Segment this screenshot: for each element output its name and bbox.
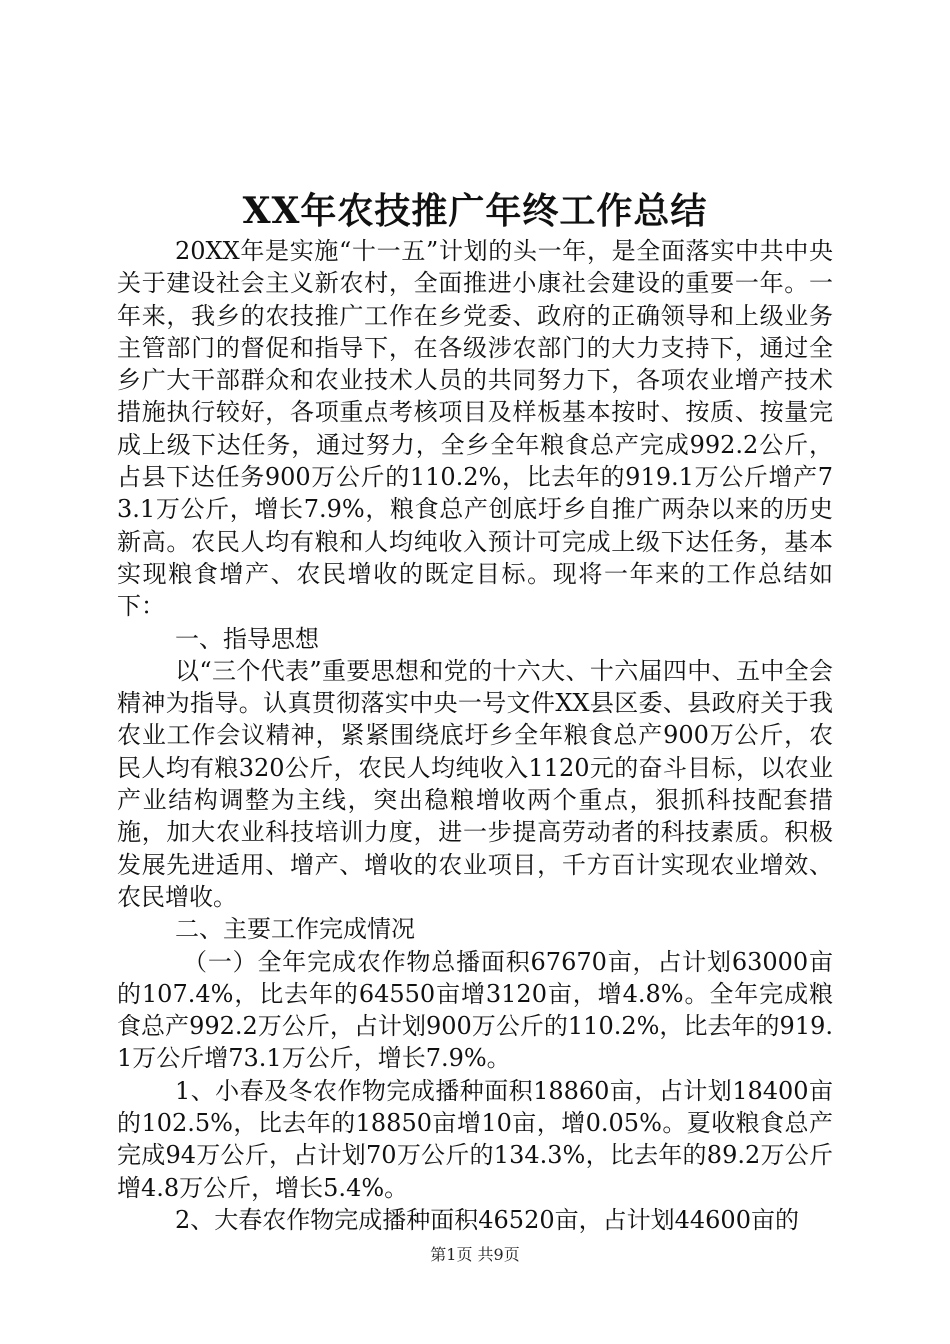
intro-paragraph: 20XX年是实施“十一五”计划的头一年，是全面落实中共中央关于建设社会主义新农村，全面推进小康社会建设的重要一年。一年来，我乡的农技推广工作在乡党委、政府的正确领导和上级业务主管部门的督促和指导下，在各级涉农部门的大力支持下，通过全乡广大干部群众和农业技术人员的共同努力下，各项农业增产技术措施执行较好，各项重点考核项目及样板基本按时、按质、按量完成上级下达任务，通过努力，全乡全年粮食总产完成992.2公斤，占县下达任务900万公斤的110.2%，比去年的919.1万公斤增产73.1万公斤，增长7.9%，粮食总产创底圩乡自推广两杂以来的历史新高。农民人均有粮和人均纯收入预计可完成上级下达任务，基本实现粮食增产、农民增收的既定目标。现将一年来的工作总结如下：	[117, 237, 833, 621]
section-heading-main-work: 二、主要工作完成情况	[175, 915, 415, 944]
guiding-ideology-paragraph: 以“三个代表”重要思想和党的十六大、十六届四中、五中全会精神为指导。认真贯彻落实中央一号文件XX县区委、县政府关于我农业工作会议精神，紧紧围绕底圩乡全年粮食总产900万公斤，农民人均有粮320公斤，农民人均纯收入1120元的奋斗目标，以农业产业结构调整为主线，突出稳粮增收两个重点，狠抓科技配套措施，加大农业科技培训力度，进一步提高劳动者的科技素质。积极发展先进适用、增产、增收的农业项目，千方百计实现农业增效、农民增收。	[117, 656, 833, 911]
main-work-paragraph-1: （一）全年完成农作物总播面积67670亩，占计划63000亩的107.4%，比去年的64550亩增3120亩，增4.8%。全年完成粮食总产992.2万公斤，占计划900万公斤的110.2%，比去年的919.1万公斤增73.1万公斤，增长7.9%。	[117, 947, 833, 1073]
main-work-item-1: 1、小春及冬农作物完成播种面积18860亩，占计划18400亩的102.5%，比去年的18850亩增10亩，增0.05%。夏收粮食总产完成94万公斤，占计划70万公斤的134.3%，比去年的89.2万公斤增4.8万公斤，增长5.4%。	[117, 1076, 833, 1202]
main-work-item-2: 2、大春农作物完成播种面积46520亩，占计划44600亩的	[175, 1205, 799, 1234]
section-heading-guiding-ideology: 一、指导思想	[175, 624, 319, 653]
document-body	[117, 235, 833, 1236]
document-title: XX年农技推广年终工作总结	[242, 190, 708, 232]
page-footer: 第1页 共9页	[430, 1245, 520, 1264]
